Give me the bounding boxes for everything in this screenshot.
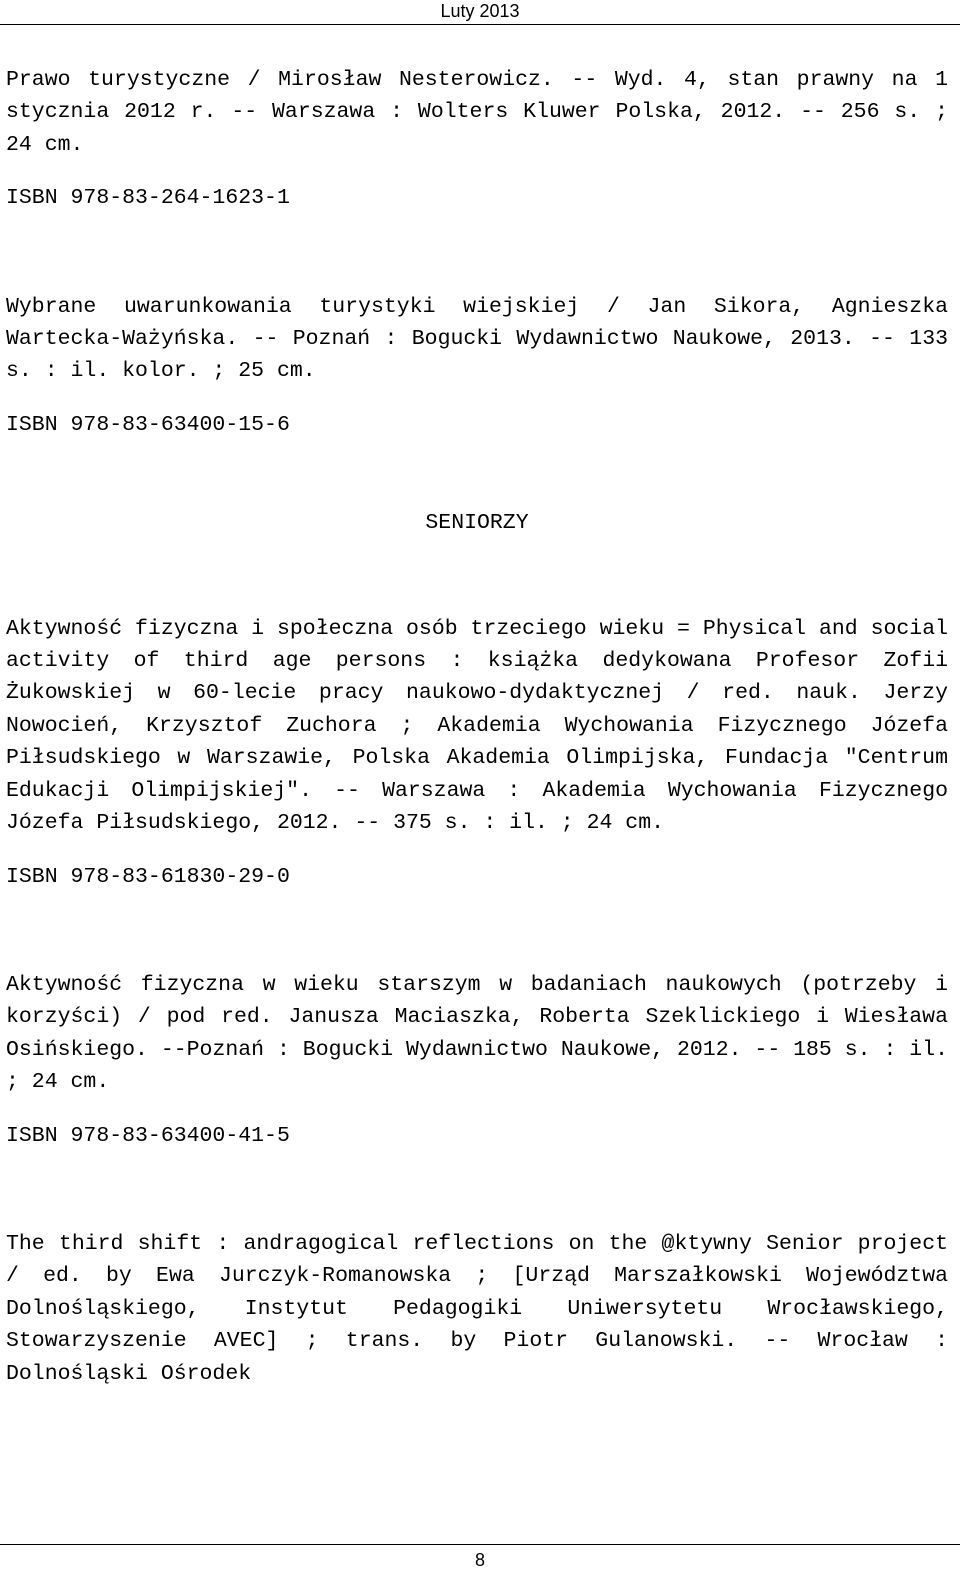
catalog-entry	[6, 969, 948, 1152]
entry-isbn: ISBN 978-83-264-1623-1	[6, 186, 290, 211]
page-content	[6, 64, 948, 1390]
entry-description: Aktywność fizyczna w wieku starszym w badaniach naukowych (potrzeby i korzyści) / pod red. Janusza Maciaszka, Roberta Szeklickiego i Wiesława Osińskiego. --Poznań : Bogucki Wydawnictwo Naukowe, 2012. -- 185 s. : il. ; 24 cm.	[6, 972, 948, 1095]
section-heading: SENIORZY	[425, 511, 529, 536]
catalog-entry	[6, 291, 948, 442]
entry-description: Aktywność fizyczna i społeczna osób trzeciego wieku = Physical and social activity of third age persons : książka dedykowana Profesor Zofii Żukowskiej w 60-lecie pracy naukowo-dydaktycznej / red. nauk. Jerzy Nowocień, Krzysztof Zuchora ; Akademia Wychowania Fizycznego Józefa Piłsudskiego w Warszawie, Polska Akademia Olimpijska, Fundacja "Centrum Edukacji Olimpijskiej". -- Warszawa : Akademia Wychowania Fizycznego Józefa Piłsudskiego, 2012. -- 375 s. : il. ; 24 cm.	[6, 616, 948, 836]
page-number: 8	[474, 1550, 485, 1570]
catalog-entry	[6, 613, 948, 893]
catalog-entry	[6, 64, 948, 215]
catalog-entry	[6, 1228, 948, 1390]
entry-isbn: ISBN 978-83-63400-15-6	[6, 412, 290, 437]
entry-description: Prawo turystyczne / Mirosław Nesterowicz. -- Wyd. 4, stan prawny na 1 stycznia 2012 r. -- Warszawa : Wolters Kluwer Polska, 2012. -- 256 s. ; 24 cm.	[6, 68, 948, 157]
entry-isbn: ISBN 978-83-61830-29-0	[6, 864, 290, 889]
entry-isbn: ISBN 978-83-63400-41-5	[6, 1123, 290, 1148]
entry-spacer	[6, 893, 948, 969]
entry-spacer	[6, 1152, 948, 1228]
entry-description: Wybrane uwarunkowania turystyki wiejskiej / Jan Sikora, Agnieszka Wartecka-Ważyńska. -- Poznań : Bogucki Wydawnictwo Naukowe, 2013. -- 133 s. : il. kolor. ; 25 cm.	[6, 294, 948, 384]
entry-description: The third shift : andragogical reflections on the @ktywny Senior project / ed. by Ewa Jurczyk-Romanowska ; [Urząd Marszałkowski Województwa Dolnośląskiego, Instytut Pedagogiki Uniwersytetu Wrocławskiego, Stowarzyszenie AVEC] ; trans. by Piotr Gulanowski. -- Wrocław : Dolnośląski Ośrodek	[6, 1231, 948, 1386]
heading-spacer	[6, 540, 948, 613]
footer-divider	[0, 1544, 960, 1545]
header-divider	[0, 24, 960, 25]
page-header: Luty 2013	[440, 1, 520, 21]
entry-spacer	[6, 215, 948, 291]
